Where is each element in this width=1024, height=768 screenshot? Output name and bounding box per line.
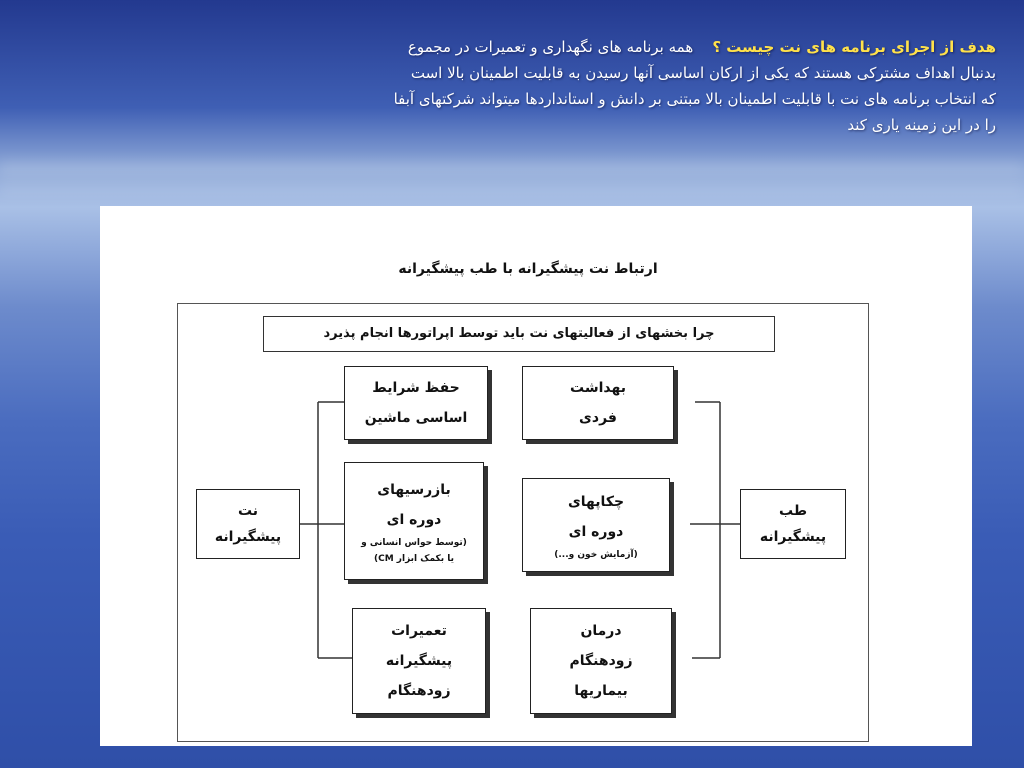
- box-inspections-line1: بازرسیهای: [377, 482, 451, 498]
- box-hygiene-line2: فردی: [579, 410, 617, 426]
- box-inspections-note2: یا بکمک ابزار CM): [373, 554, 455, 564]
- box-basic-conditions-line2: اساسی ماشین: [364, 410, 468, 426]
- diagram-figure: [100, 206, 972, 746]
- box-treatment-line1: درمان: [580, 623, 622, 639]
- box-periodic-checkups: [522, 478, 670, 572]
- question-box: چرا بخشهای از فعالیتهای نت باید توسط اپراتورها انجام پذیرد: [263, 316, 775, 352]
- intro-line-4: را در این زمینه یاری کند: [847, 116, 996, 134]
- intro-line-2: بدنبال اهداف مشترکی هستند که یکی از ارکان اساسی آنها رسیدن به قابلیت اطمینان بالا است: [410, 64, 996, 82]
- box-treatment-line3: بیماریها: [574, 683, 628, 699]
- sky-streak: [0, 185, 1024, 195]
- intro-text: [196, 34, 996, 138]
- box-checkups-line1: چکاپهای: [567, 494, 625, 510]
- intro-line-1: [196, 34, 996, 60]
- node-med-line2: پیشگیرانه: [759, 529, 827, 545]
- node-preventive-maintenance: [196, 489, 300, 559]
- diagram-title: ارتباط نت پیشگیرانه با طب پیشگیرانه: [398, 261, 658, 277]
- node-med-line1: طب: [779, 503, 808, 519]
- box-inspections-line2: دوره ای: [386, 512, 442, 528]
- box-inspections-note1: (توسط حواس انسانی و: [361, 538, 467, 548]
- node-preventive-medicine: [740, 489, 846, 559]
- box-early-treatment: [530, 608, 672, 714]
- intro-question: هدف از اجرای برنامه های نت چیست ؟: [712, 38, 996, 56]
- box-treatment-line2: زودهنگام: [569, 653, 633, 669]
- box-repairs-line3: زودهنگام: [387, 683, 451, 699]
- box-basic-conditions-line1: حفظ شرایط: [372, 380, 460, 396]
- intro-line-1-rest: همه برنامه های نگهداری و تعمیرات در مجموع: [407, 38, 694, 56]
- sky-streak: [0, 160, 1024, 178]
- box-basic-conditions: [344, 366, 488, 440]
- box-personal-hygiene: [522, 366, 674, 440]
- box-hygiene-line1: بهداشت: [570, 380, 626, 396]
- box-checkups-line2: دوره ای: [568, 524, 624, 540]
- node-pm-line1: نت: [237, 503, 259, 519]
- box-early-repairs: [352, 608, 486, 714]
- box-checkups-note1: (آزمایش خون و...): [554, 550, 638, 560]
- box-periodic-inspections: [344, 462, 484, 580]
- box-repairs-line2: پیشگیرانه: [385, 653, 453, 669]
- node-pm-line2: پیشگیرانه: [214, 529, 282, 545]
- box-repairs-line1: تعمیرات: [391, 623, 447, 639]
- intro-line-3: که انتخاب برنامه های نت با قابلیت اطمینان بالا مبتنی بر دانش و استانداردها میتواند شرکتهای آبفا: [393, 90, 996, 108]
